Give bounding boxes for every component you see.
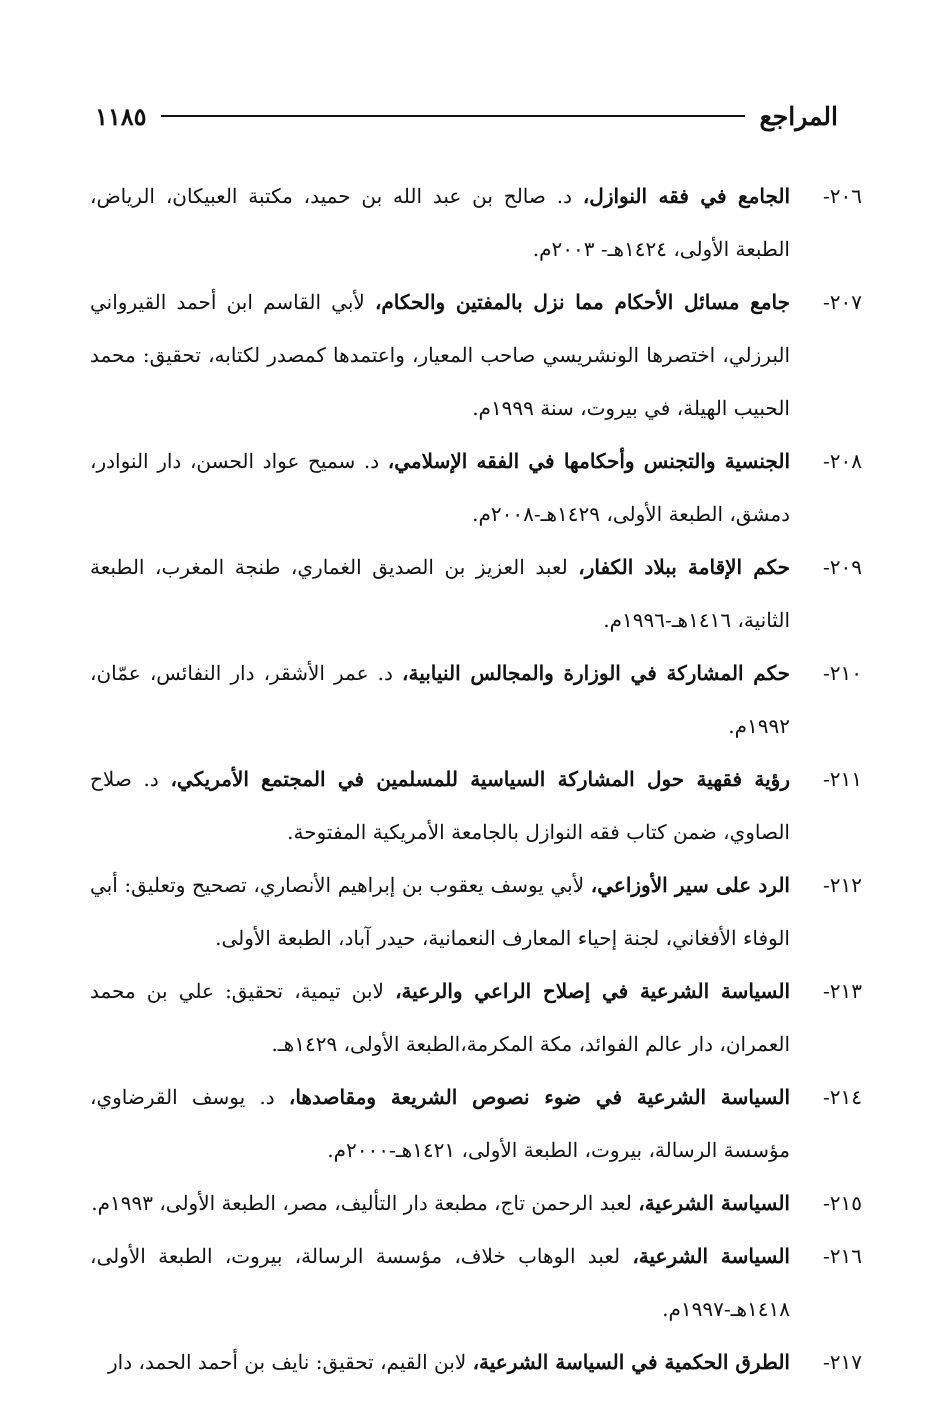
reference-entry [90,859,862,965]
entry-body [90,1177,790,1230]
entry-title: الطرق الحكمية في السياسة الشرعية، [472,1350,790,1374]
entry-title: السياسة الشرعية، [632,1244,790,1268]
entry-number: ٢١٧- [823,1350,862,1374]
page-number: ١١٨٥ [95,101,147,131]
entry-details: لابن تيمية، تحقيق: علي بن محمد العمران، دار عالم الفوائد، مكة المكرمة،الطبعة الأولى، ١٤٢٩هـ. [90,979,790,1056]
entry-title: جامع مسائل الأحكام مما نزل بالمفتين والحكام، [374,290,790,314]
entry-body [90,647,790,753]
entry-title: الرد على سير الأوزاعي، [590,873,790,897]
entry-body [90,753,790,859]
entry-details: لأبي القاسم ابن أحمد القيرواني البرزلي، اختصرها الونشريسي صاحب المعيار، واعتمدها كمصدر لكتابه، تحقيق: محمد الحبيب الهيلة، في بيروت، سنة ١٩٩٩م. [90,290,790,420]
entry-title: الجنسية والتجنس وأحكامها في الفقه الإسلامي، [387,449,790,473]
entry-details: لعبد العزيز بن الصديق الغماري، طنجة المغرب، الطبعة الثانية، ١٤١٦هـ-١٩٩٦م. [90,555,790,632]
entry-body [90,965,790,1071]
entry-details: لابن القيم، تحقيق: نايف بن أحمد الحمد، دار [108,1350,473,1374]
reference-entry [90,541,862,647]
entry-body [90,1071,790,1177]
entry-title: حكم المشاركة في الوزارة والمجالس النيابية، [402,661,790,685]
reference-entry [90,1071,862,1177]
entry-details: د. يوسف القرضاوي، مؤسسة الرسالة، بيروت، الطبعة الأولى، ١٤٢١هـ-٢٠٠٠م. [90,1085,790,1162]
entry-details: د. سميح عواد الحسن، دار النوادر، دمشق، الطبعة الأولى، ١٤٢٩هـ-٢٠٠٨م. [90,449,790,526]
running-header [95,96,838,136]
entry-number: ٢١١- [823,767,862,791]
entry-number: ٢٠٨- [823,449,862,473]
reference-entry [90,276,862,435]
entry-details: د. صلاح الصاوي، ضمن كتاب فقه النوازل بالجامعة الأمريكية المفتوحة. [90,767,790,844]
entry-body [90,435,790,541]
entry-title: السياسة الشرعية في ضوء نصوص الشريعة ومقاصدها، [288,1085,791,1109]
reference-list [90,170,862,1389]
reference-entry [90,1336,862,1389]
entry-title: السياسة الشرعية في إصلاح الراعي والرعية، [395,979,790,1003]
entry-number: ٢١٢- [823,873,862,897]
entry-details: لعبد الرحمن تاج، مطبعة دار التأليف، مصر، الطبعة الأولى، ١٩٩٣م. [91,1191,639,1215]
entry-body [90,1230,790,1336]
entry-number: ٢٠٦- [823,184,862,208]
entry-number: ٢١٠- [823,661,862,685]
entry-number: ٢١٤- [823,1085,862,1109]
section-title: المراجع [759,101,838,131]
reference-entry [90,1230,862,1336]
entry-title: رؤية فقهية حول المشاركة السياسية للمسلمين في المجتمع الأمريكي، [170,767,790,791]
entry-number: ٢١٦- [823,1244,862,1268]
entry-body [90,276,790,435]
entry-body [90,170,790,276]
entry-details: د. عمر الأشقر، دار النفائس، عمّان، ١٩٩٢م. [90,661,790,738]
reference-entry [90,753,862,859]
entry-number: ٢٠٧- [823,290,862,314]
entry-details: د. صالح بن عبد الله بن حميد، مكتبة العبيكان، الرياض، الطبعة الأولى، ١٤٢٤هـ- ٢٠٠٣م. [90,184,790,261]
reference-entry [90,435,862,541]
reference-entry [90,647,862,753]
entry-body [90,859,790,965]
entry-number: ٢١٣- [823,979,862,1003]
reference-entry [90,1177,862,1230]
entry-title: السياسة الشرعية، [638,1191,790,1215]
entry-number: ٢١٥- [823,1191,862,1215]
entry-title: الجامع في فقه النوازل، [582,184,791,208]
entry-details: لعبد الوهاب خلاف، مؤسسة الرسالة، بيروت، الطبعة الأولى، ١٤١٨هـ-١٩٩٧م. [90,1244,790,1321]
header-rule [161,115,746,117]
entry-body [90,1336,790,1389]
entry-number: ٢٠٩- [823,555,862,579]
reference-entry [90,965,862,1071]
reference-entry [90,170,862,276]
entry-body [90,541,790,647]
entry-details: لأبي يوسف يعقوب بن إبراهيم الأنصاري، تصحيح وتعليق: أبي الوفاء الأفغاني، لجنة إحياء المعارف النعمانية، حيدر آباد، الطبعة الأولى. [90,873,790,950]
entry-title: حكم الإقامة ببلاد الكفار، [578,555,790,579]
